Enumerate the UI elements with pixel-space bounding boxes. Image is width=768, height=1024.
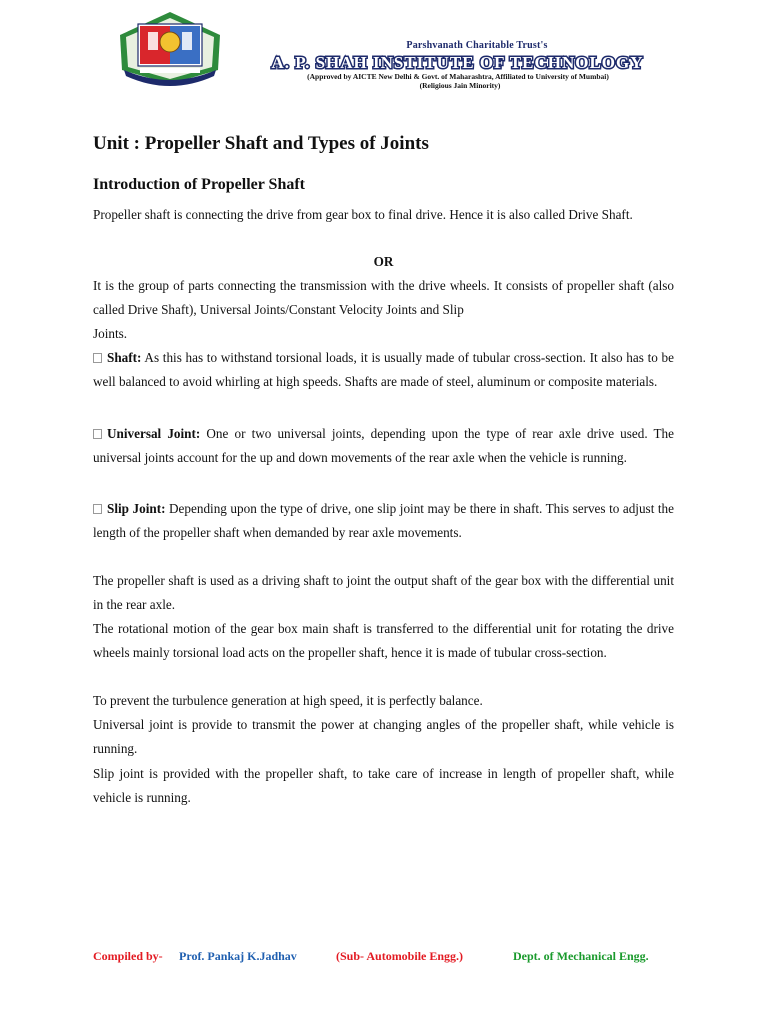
bullet-box-icon [93,429,102,439]
paragraph-driving-shaft: The propeller shaft is used as a driving shaft to joint the output shaft of the gear box with the differential unit in the rear axle. [93,573,674,612]
subject-name: (Sub- Automobile Engg.) [336,949,464,963]
paragraph-rotational-motion: The rotational motion of the gear box main shaft is transferred to the differential unit for rotating the drive wheels mainly torsional load acts on the propeller shaft, hence it is made of tubular cross-section. [93,621,674,660]
page-title: Unit : Propeller Shaft and Types of Joints [93,133,429,154]
intro-paragraph-2-text: It is the group of parts connecting the transmission with the drive wheels. It consists of propeller shaft (also called Drive Shaft), Universal Joints/Constant Velocity Joints and Slip [93,278,674,317]
paragraph-slip-joint: Slip joint is provided with the propeller shaft, to take care of increase in length of propeller shaft, while vehicle is running. [93,766,674,805]
approval-line: (Approved by AICTE New Delhi & Govt. of Maharashtra, Affiliated to University of Mumbai) [307,72,609,81]
college-crest-icon [110,10,230,90]
paragraph-universal-joint: Universal joint is provide to transmit the power at changing angles of the propeller shaft, while vehicle is running. [93,717,674,756]
or-separator: OR [373,254,394,269]
bullet-term: Universal Joint: [107,426,201,441]
bullet-box-icon [93,504,102,514]
intro-paragraph-2 [93,274,674,346]
trust-name: Parshvanath Charitable Trust's [406,40,548,51]
bullet-shaft [93,346,674,394]
minority-line: (Religious Jain Minority) [419,81,501,90]
bullet-box-icon [93,353,102,363]
compiled-by-label: Compiled by- [93,949,163,963]
bullet-text: Depending upon the type of drive, one slip joint may be there in shaft. This serves to adjust the length of the propeller shaft when demanded by rear axle movements. [93,501,674,540]
bullet-universal-joint [93,422,674,470]
bullet-text: As this has to withstand torsional loads, it is usually made of tubular cross-section. It also has to be well balanced to avoid whirling at high speeds. Shafts are made of steel, aluminum or composite materials. [93,350,674,389]
bullet-term: Slip Joint: [107,501,166,516]
intro-paragraph-2-end: Joints. [93,326,128,341]
institute-name: A. P. SHAH INSTITUTE OF TECHNOLOGY [271,53,644,72]
paragraph-balance: To prevent the turbulence generation at high speed, it is perfectly balance. [93,693,483,708]
bullet-slip-joint [93,497,674,545]
bullet-term: Shaft: [107,350,142,365]
institute-header [110,10,670,90]
department-name: Dept. of Mechanical Engg. [513,949,649,963]
intro-paragraph-1: Propeller shaft is connecting the drive from gear box to final drive. Hence it is also called Drive Shaft. [93,207,633,222]
bullet-text: One or two universal joints, depending upon the type of rear axle drive used. The universal joints account for the up and down movements of the rear axle when the vehicle is running. [93,426,675,465]
section-heading: Introduction of Propeller Shaft [93,176,306,193]
author-name: Prof. Pankaj K.Jadhav [179,949,297,963]
